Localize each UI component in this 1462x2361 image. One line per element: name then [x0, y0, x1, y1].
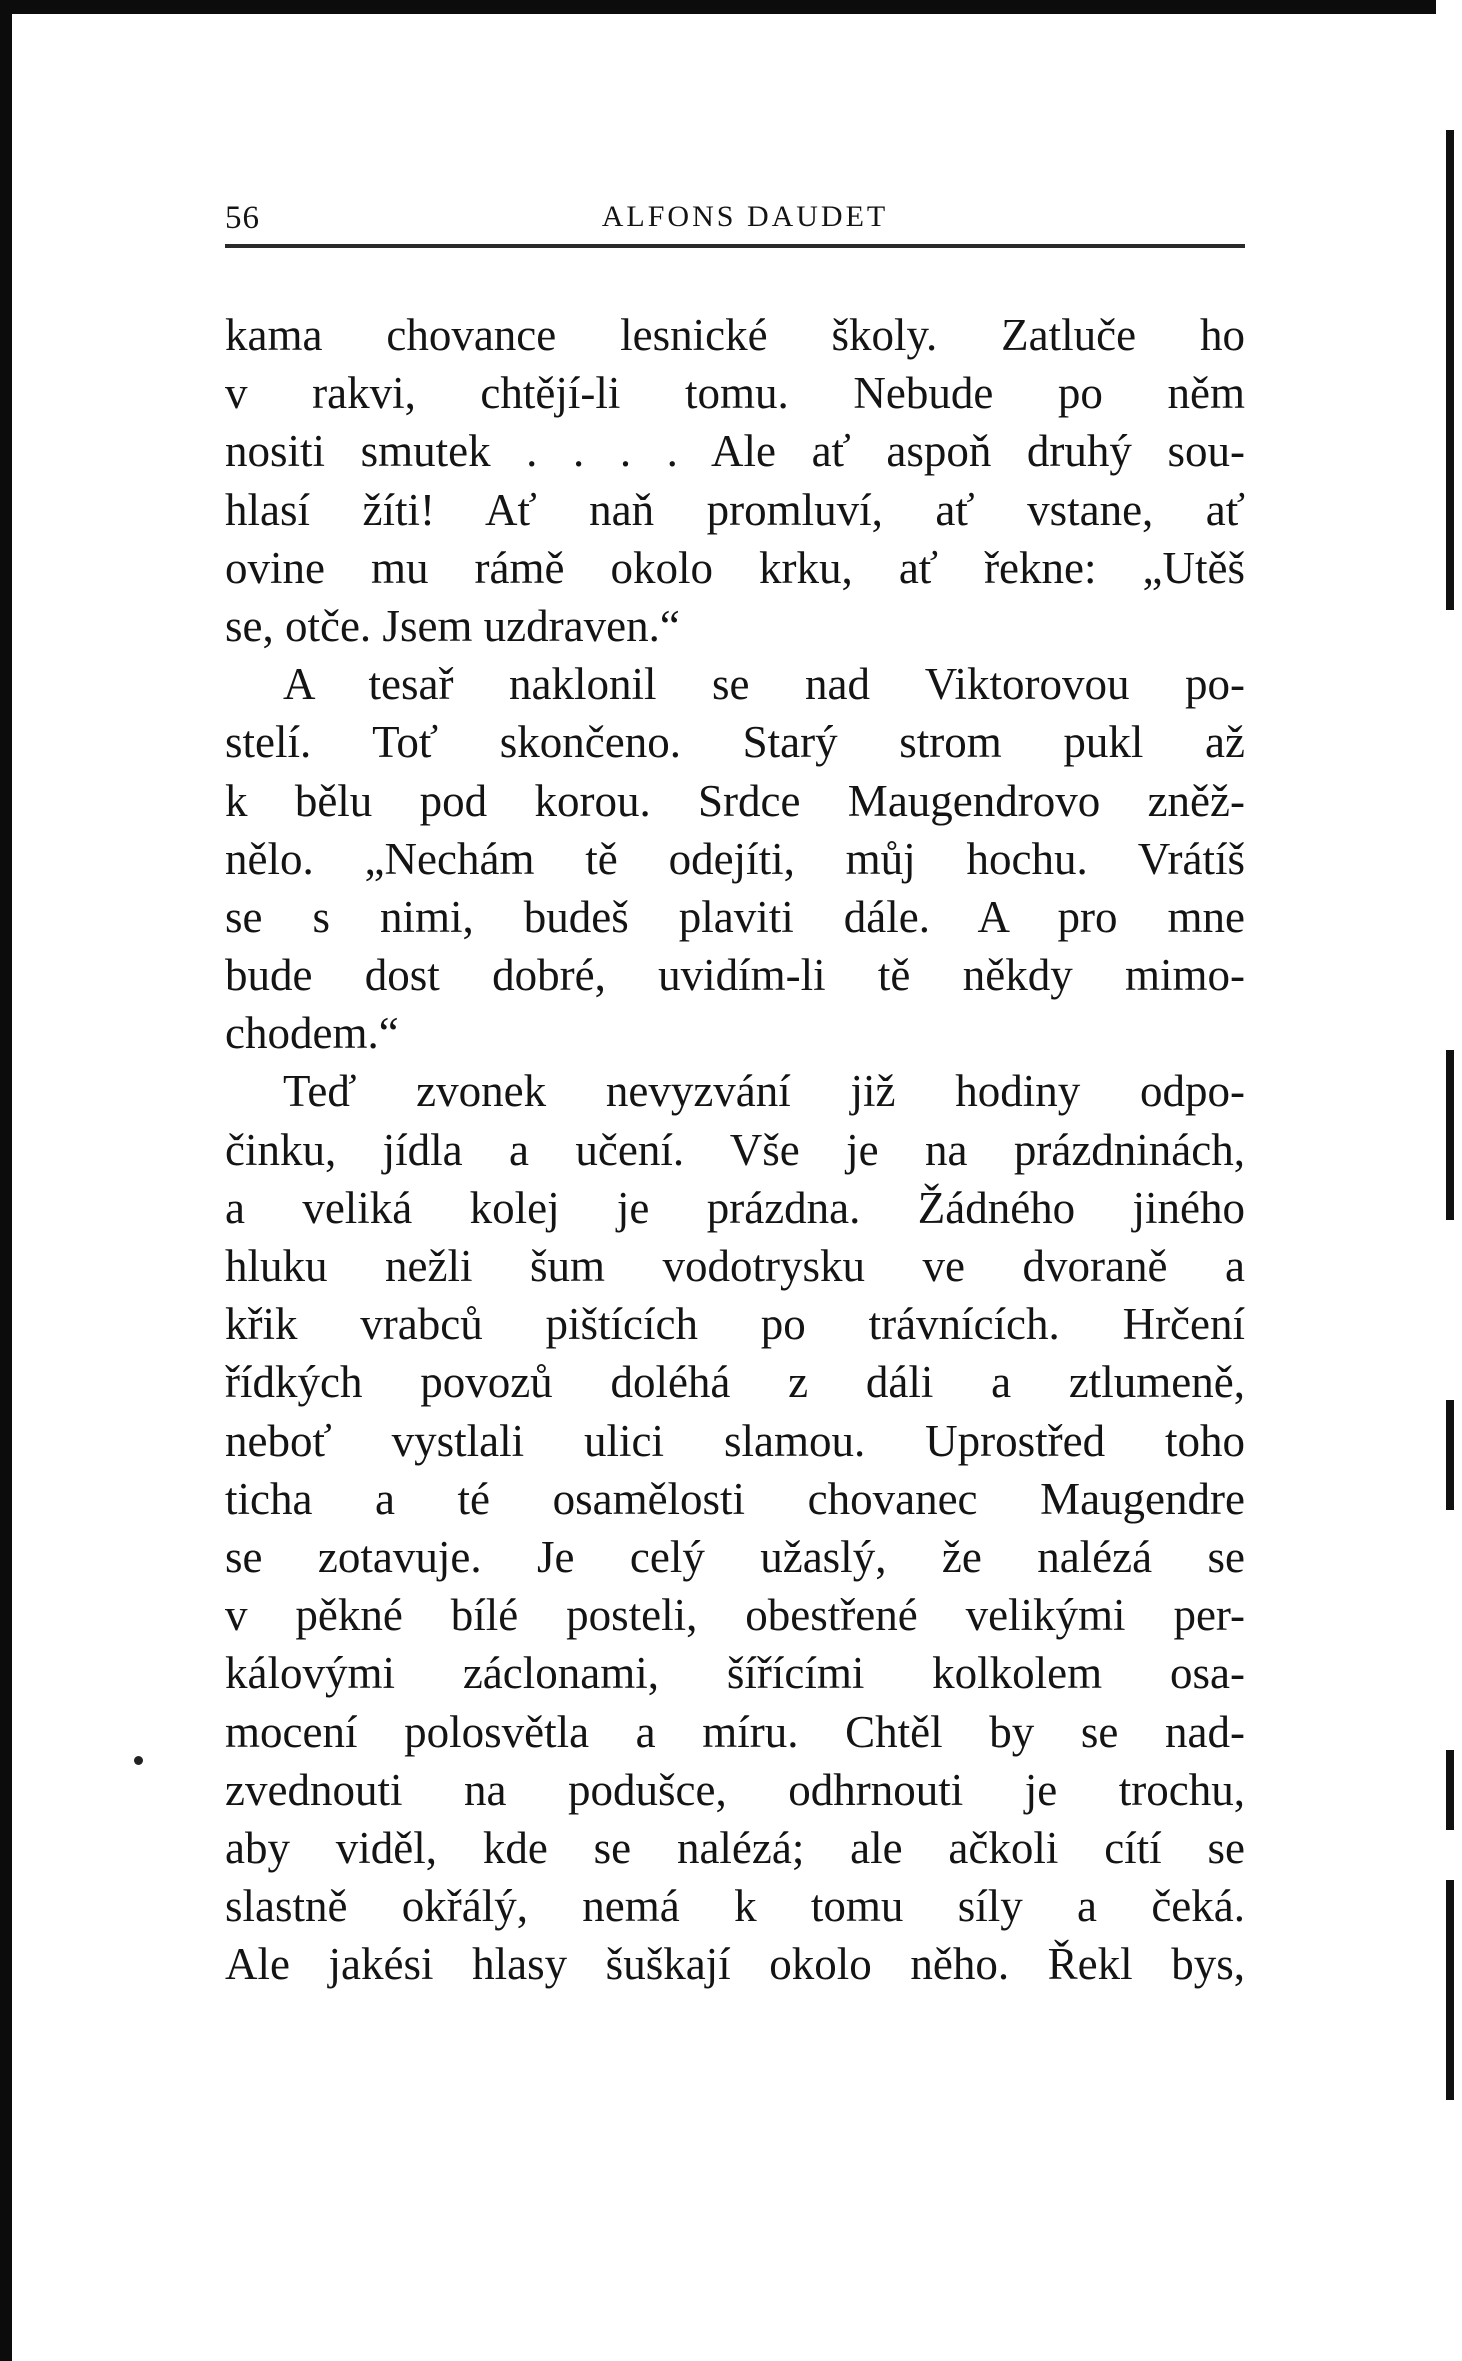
text-line: A tesař naklonil se nad Viktorovou po- [283, 659, 1245, 710]
text-line: zvednouti na podušce, odhrnouti je trochu, [225, 1764, 1245, 1815]
text-line: hluku nežli šum vodotrysku ve dvoraně a [225, 1241, 1245, 1291]
running-head: ALFONS DAUDET [601, 200, 889, 233]
text-line: křik vrabců pištících po trávnících. Hrčení [225, 1299, 1245, 1350]
text-line: ovine mu rámě okolo krku, ať řekne: „Utěš [225, 542, 1245, 593]
text-line: nělo. „Nechám tě odejíti, můj hochu. Vrátíš [225, 833, 1245, 884]
page-number: 56 [225, 200, 260, 236]
text-line: aby viděl, kde se nalézá; ale ačkoli cítí se [225, 1822, 1245, 1873]
book-page [225, 190, 1245, 1993]
text-line: se s nimi, budeš plaviti dále. A pro mne [225, 891, 1245, 942]
scan-right-edge [1436, 0, 1462, 2361]
text-line: ticha a té osamělosti chovanec Maugendre [225, 1473, 1245, 1524]
text-line: Ale jakési hlasy šuškají okolo něho. Řekl bys, [225, 1939, 1245, 1990]
text-line: v rakvi, chtějí-li tomu. Nebude po něm [225, 368, 1245, 419]
text-line: činku, jídla a učení. Vše je na prázdninách, [225, 1124, 1245, 1175]
text-line: stelí. Toť skončeno. Starý strom pukl až [225, 717, 1245, 768]
page-header [225, 190, 1245, 248]
text-line: bude dost dobré, uvidím-li tě někdy mimo- [225, 950, 1245, 1001]
text-line: řídkých povozů doléhá z dáli a ztlumeně, [225, 1357, 1245, 1408]
text-line: k bělu pod korou. Srdce Maugendrovo zněž- [225, 775, 1245, 826]
text-line: nositi smutek . . . . Ale ať aspoň druhý sou- [225, 426, 1245, 477]
text-line: kama chovance lesnické školy. Zatluče ho [225, 310, 1245, 360]
text-line: slastně okřálý, nemá k tomu síly a čeká. [225, 1881, 1245, 1932]
text-line: se, otče. Jsem uzdraven.“ [225, 600, 680, 651]
text-line: se zotavuje. Je celý užaslý, že nalézá se [225, 1531, 1245, 1582]
text-line: mocení polosvětla a míru. Chtěl by se nad- [225, 1706, 1245, 1757]
text-line: kálovými záclonami, šířícími kolkolem osa- [225, 1648, 1245, 1699]
text-line: neboť vystlali ulici slamou. Uprostřed toho [225, 1415, 1245, 1466]
text-line: chodem.“ [225, 1008, 399, 1059]
text-line: v pěkné bílé posteli, obestřené velikými per- [225, 1590, 1245, 1641]
body-text [225, 306, 1245, 1993]
scan-left-edge [0, 0, 12, 2361]
scan-top-edge [0, 0, 1462, 14]
text-line: a veliká kolej je prázdna. Žádného jiného [225, 1182, 1245, 1233]
text-line: hlasí žíti! Ať naň promluví, ať vstane, ať [225, 484, 1245, 535]
text-line: Teď zvonek nevyzvání již hodiny odpo- [283, 1066, 1245, 1117]
margin-dot [134, 1756, 143, 1765]
